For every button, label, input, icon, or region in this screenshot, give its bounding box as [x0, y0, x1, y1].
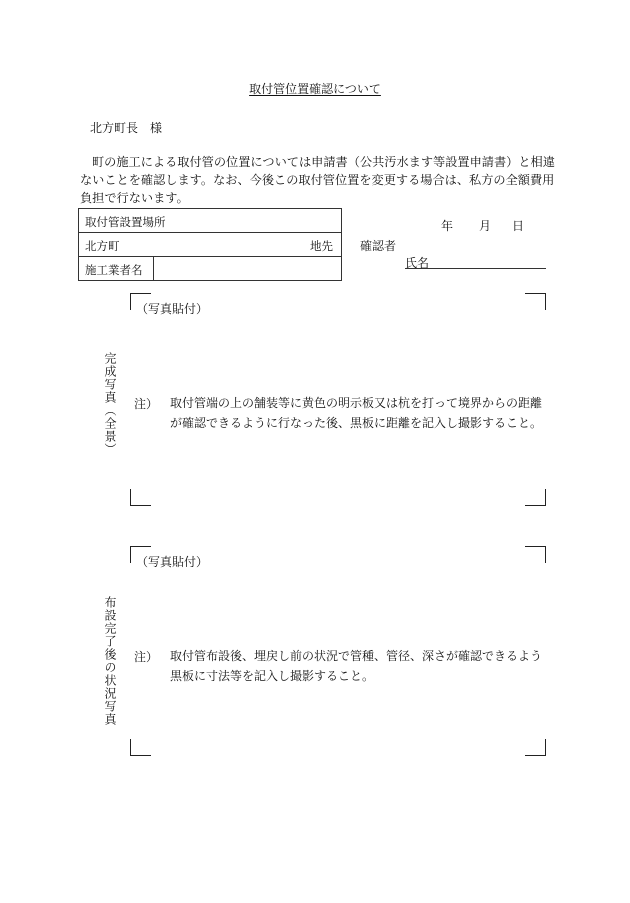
contractor-label: 施工業者名	[85, 263, 143, 277]
chisaki-text: 地先	[310, 239, 333, 253]
photo-frame-corner-bottom-left	[130, 739, 151, 756]
date-day-label: 日	[512, 219, 525, 233]
photo-frame-corner-bottom-left	[130, 489, 151, 506]
photo-frame-corner-bottom-right	[525, 739, 546, 756]
photo-frame-corner-top-right	[525, 293, 546, 310]
addressee: 北方町長 様	[90, 121, 163, 135]
note-text: 取付管布設後、埋戻し前の状況で管種、管径、深さが確認できるよう黒板に寸法等を記入し撮影すること。	[170, 649, 543, 683]
town-text: 北方町	[85, 239, 120, 253]
photo-frame-corner-bottom-right	[525, 489, 546, 506]
section-side-label: 完成写真（全景）	[103, 352, 117, 456]
photo-attach-label: （写真貼付）	[136, 555, 209, 569]
date-month-label: 月	[479, 219, 492, 233]
location-label: 取付管設置場所	[85, 215, 166, 229]
confirmer-label: 確認者	[360, 239, 397, 253]
contractor-row	[79, 257, 341, 280]
note-prefix: 注）	[134, 397, 159, 411]
confirmation-statement: 町の施工による取付管の位置については申請書（公共汚水ます等設置申請書）と相違ないことを確認します。なお、今後この取付管位置を変更する場合は、私方の全額費用負担で行ないます。	[80, 155, 555, 205]
photo-attach-label: （写真貼付）	[136, 302, 209, 316]
name-signature-line[interactable]	[405, 268, 546, 269]
name-label: 氏名	[405, 256, 430, 270]
section-side-label: 布設完了後の状況写真	[103, 596, 117, 726]
photo-frame-corner-top-right	[525, 546, 546, 563]
note-prefix: 注）	[134, 650, 159, 664]
location-value-row[interactable]	[79, 233, 341, 257]
note-text: 取付管端の上の舗装等に黄色の明示板又は杭を打って境界からの距離が確認できるように行なった後、黒板に距離を記入し撮影すること。	[170, 396, 543, 430]
location-label-row	[79, 209, 341, 233]
installation-info-table	[78, 208, 342, 281]
contractor-name-field[interactable]	[154, 257, 341, 280]
date-year-label: 年	[441, 219, 454, 233]
document-title: 取付管位置確認について	[249, 82, 381, 96]
